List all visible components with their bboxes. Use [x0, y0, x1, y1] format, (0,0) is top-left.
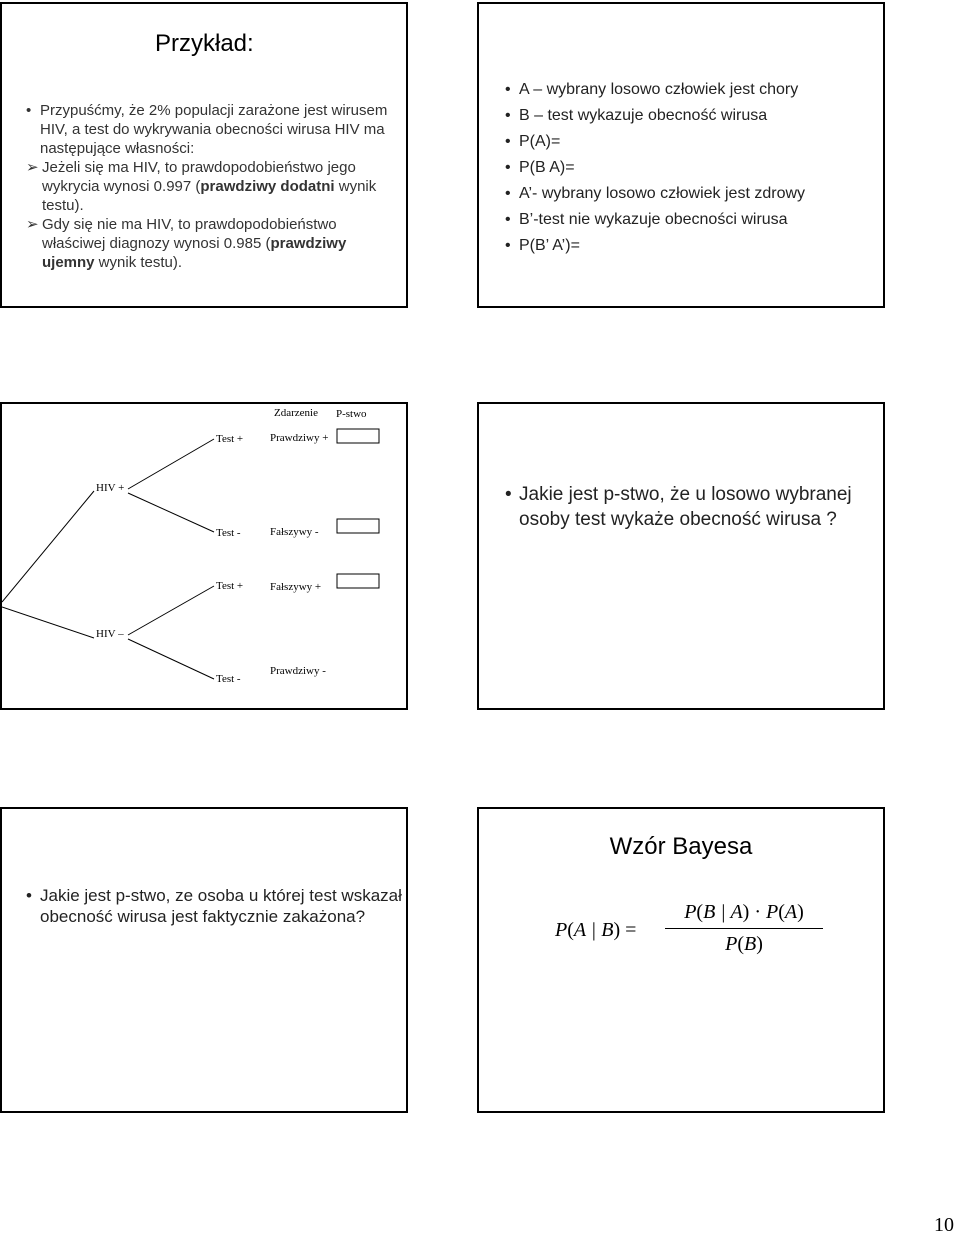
- list-item: • A – wybrany losowo człowiek jest chory: [493, 77, 805, 103]
- probability-box: [337, 429, 379, 443]
- probability-tree-diagram: [2, 404, 406, 708]
- slide-question-2: [0, 807, 408, 1113]
- slide-definitions: [477, 2, 885, 308]
- branch-line: [2, 607, 94, 638]
- page-number: 10: [934, 1214, 954, 1236]
- list-item: • B – test wykazuje obecność wirusa: [493, 103, 805, 129]
- list-item: • P(B’ A’)=: [493, 233, 805, 259]
- event-false-positive: Fałszywy +: [270, 581, 322, 593]
- branch-line: [128, 639, 214, 679]
- header-event: Zdarzenie: [274, 407, 318, 419]
- event-false-negative: Fałszywy -: [270, 526, 319, 538]
- node-test-minus: Test -: [216, 673, 241, 685]
- list-item: ➢ Jeżeli się ma HIV, to prawdopodobieństwo jego wykrycia wynosi 0.997 (prawdziwy dodatni wynik testu).: [26, 159, 377, 214]
- branch-line: [128, 586, 214, 635]
- event-true-positive: Prawdziwy +: [270, 432, 329, 444]
- arrow-bullet-icon: ➢: [26, 159, 39, 176]
- node-test-plus: Test +: [216, 580, 244, 592]
- probability-box: [337, 574, 379, 588]
- node-hiv-plus: HIV +: [96, 482, 125, 494]
- slide-bayes-formula: [477, 807, 885, 1113]
- node-test-minus: Test -: [216, 527, 241, 539]
- node-hiv-minus: HIV –: [96, 628, 124, 640]
- definitions-list: [493, 77, 805, 259]
- slide-example: [0, 2, 408, 308]
- branch-line: [128, 439, 214, 489]
- list-item: • B’-test nie wykazuje obecności wirusa: [493, 207, 805, 233]
- question-text: • Jakie jest p-stwo, że u losowo wybranej osoby test wykaże obecność wirusa ?: [499, 482, 889, 532]
- slide-title: Przykład:: [155, 30, 254, 57]
- slide-body: [26, 101, 402, 272]
- list-item: • P(A)=: [493, 129, 805, 155]
- intro-text: • Przypuśćmy, że 2% populacji zarażone jest wirusem HIV, a test do wykrywania obecności wirusa HIV ma następujące własności:: [26, 101, 402, 158]
- branch-line: [128, 493, 214, 532]
- formula-lhs: P(A | B) =: [555, 919, 637, 941]
- formula-denominator: P(B): [725, 933, 763, 955]
- probability-box: [337, 519, 379, 533]
- slide-probability-tree: [0, 402, 408, 710]
- formula-numerator: P(B | A) · P(A): [665, 901, 823, 929]
- slide-title: Wzór Bayesa: [609, 833, 753, 860]
- arrow-bullet-icon: ➢: [26, 216, 39, 233]
- event-true-negative: Prawdziwy -: [270, 665, 326, 677]
- node-test-plus: Test +: [216, 433, 244, 445]
- formula-fraction: [665, 901, 823, 956]
- list-item: ➢ Gdy się nie ma HIV, to prawdopodobieństwo właściwej diagnozy wynosi 0.985 (prawdziwy ujemny wynik testu).: [26, 216, 347, 271]
- branch-line: [2, 491, 94, 602]
- slide-question-1: [477, 402, 885, 710]
- header-probability: P-stwo: [336, 408, 367, 420]
- list-item: • A’- wybrany losowo człowiek jest zdrowy: [493, 181, 805, 207]
- list-item: • P(B A)=: [493, 155, 805, 181]
- question-text: • Jakie jest p-stwo, ze osoba u której test wskazał obecność wirusa jest faktycznie zakażona?: [22, 885, 410, 927]
